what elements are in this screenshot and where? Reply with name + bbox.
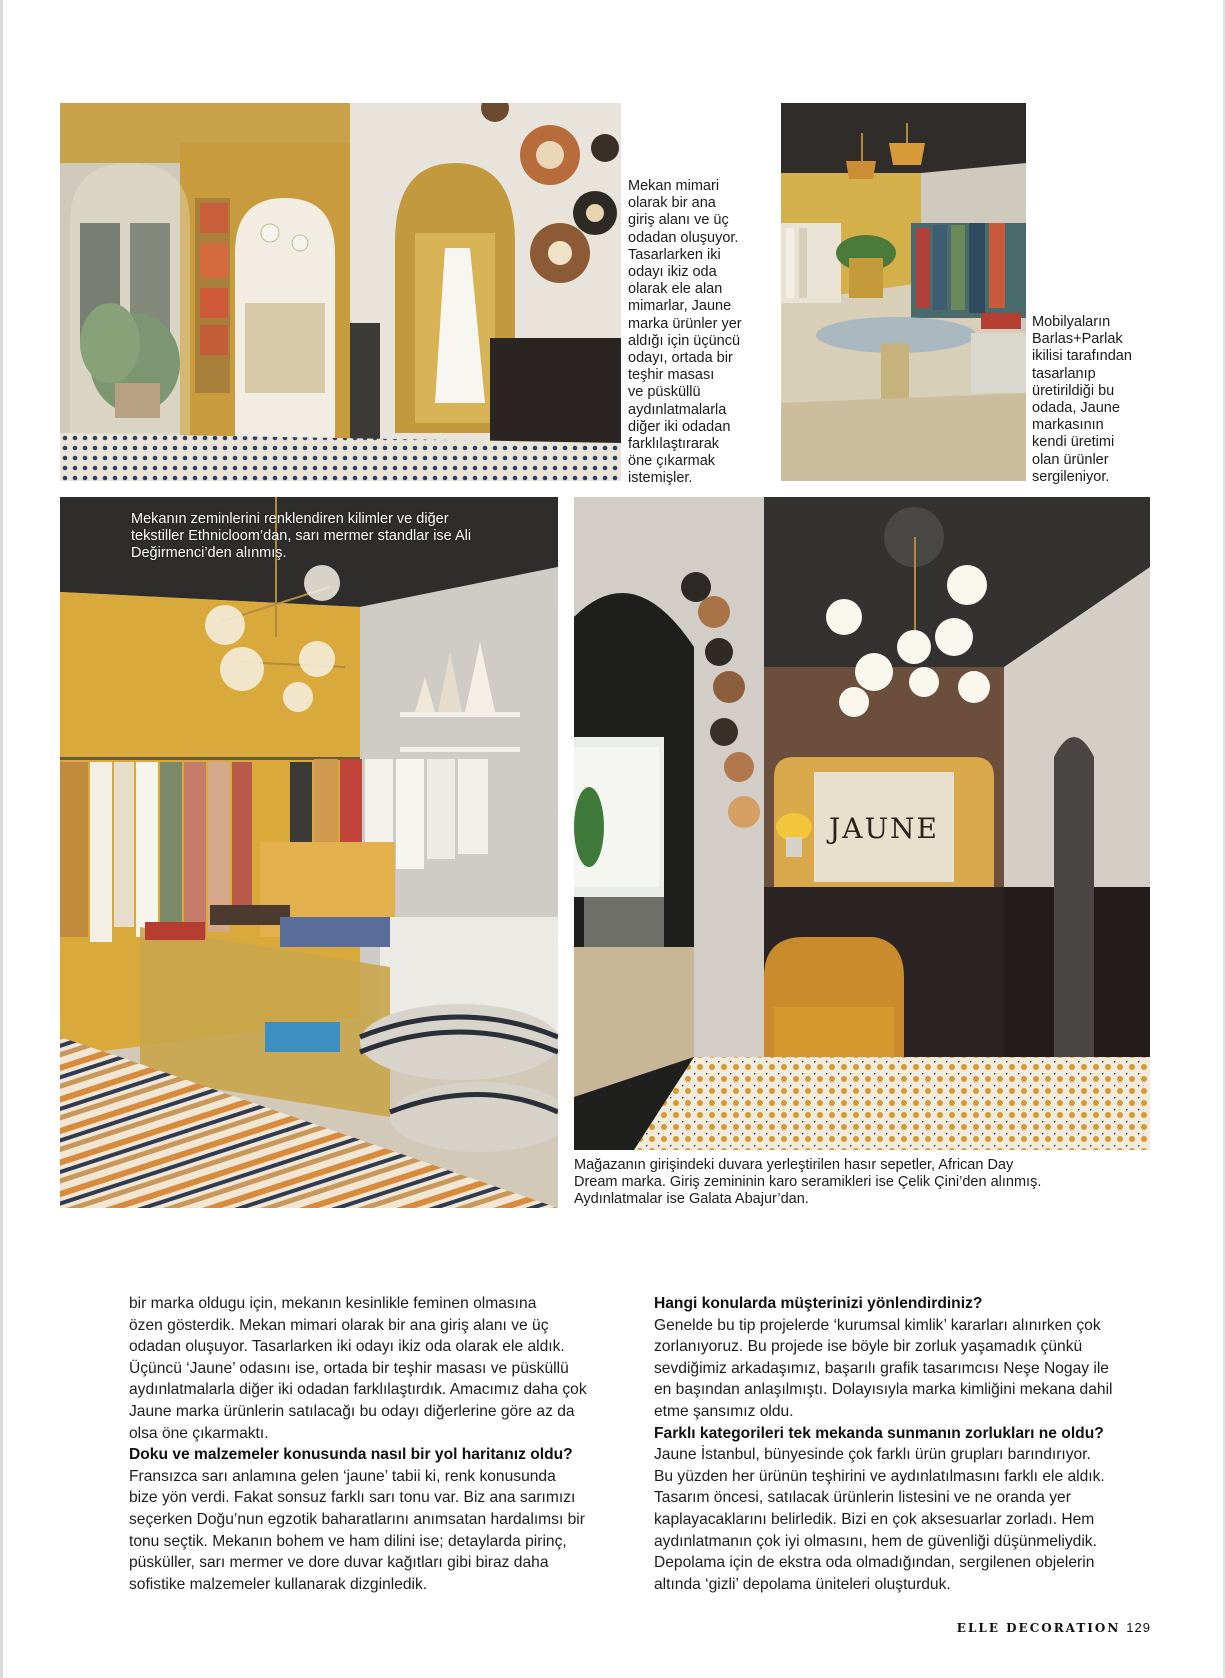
caption-line: Barlas+Parlak <box>1032 331 1123 348</box>
caption-line: Mekanın zeminlerini renklendiren kilimler ve diğer <box>131 511 449 527</box>
text-line: aydınlatmanın çok iyi olmasını, hem de güvenliği düşünmeliydik. <box>654 1532 1097 1550</box>
article-column-right <box>654 1293 1174 1595</box>
text-line: Fransızca sarı anlamına gelen ‘jaune’ tabii ki, renk konusunda <box>129 1467 556 1485</box>
caption-line: farklılaştırarak <box>628 436 720 453</box>
text-line: Bu yüzden her ürünün teşhirini ve aydınlatılmasını farklı ele aldık. <box>654 1467 1105 1485</box>
caption-line: ikilisi tarafından <box>1032 348 1132 365</box>
caption-line: Değirmenci’den alınmış. <box>131 545 287 562</box>
text-line: sevdiğimiz arkadaşımız, başarılı grafik tasarımcısı Neşe Nogay ile <box>654 1359 1109 1377</box>
caption-line: odayı ikiz oda <box>628 264 717 281</box>
caption-line: diğer iki odadan <box>628 418 731 435</box>
photo-jaune-table-room <box>781 103 1026 481</box>
caption-line: Tasarlarken iki <box>628 246 721 263</box>
caption-top-middle <box>628 178 778 488</box>
text-line: Genelde bu tip projelerde ‘kurumsal kimlik’ kararları alınırken çok <box>654 1316 1101 1334</box>
caption-line: öne çıkarmak <box>628 453 716 470</box>
caption-line: Mağazanın girişindeki duvara yerleştirilen hasır sepetler, African Day <box>574 1157 1014 1173</box>
paragraph <box>654 1315 1174 1423</box>
paragraph <box>654 1444 1174 1595</box>
caption-line: Dream marka. Giriş zemininin karo seramikleri ise Çelik Çini’den alınmış. <box>574 1174 1042 1191</box>
subheading: Doku ve malzemeler konusunda nasıl bir yol haritanız oldu? <box>129 1446 573 1464</box>
caption-line: teşhir masası <box>628 367 715 384</box>
text-line: bir marka oldugu için, mekanın kesinlikle feminen olmasına <box>129 1295 537 1312</box>
caption-line: olan ürünler <box>1032 451 1109 468</box>
photo-entrance-jaune-sign <box>574 497 1150 1150</box>
caption-line: Mobilyaların <box>1032 314 1111 330</box>
text-line: özen gösterdik. Mekan mimari olarak bir ana giriş alanı ve üç <box>129 1316 549 1334</box>
article-column-left <box>129 1293 649 1595</box>
caption-line: olarak bir ana <box>628 195 716 212</box>
caption-line: Mekan mimari <box>628 178 720 194</box>
text-line: Tasarım öncesi, satılacak ürünlerin listesini ve ne oranda yer <box>654 1489 1071 1507</box>
text-line: odadan oluşuyor. Tasarlarken iki odayı ikiz oda olarak ele aldık. <box>129 1338 565 1356</box>
caption-line: kendi üretimi <box>1032 434 1115 451</box>
caption-line: giriş alanı ve üç <box>628 212 729 229</box>
text-line: olsa öne çıkarmaktı. <box>129 1424 269 1442</box>
page-footer <box>957 1620 1151 1635</box>
caption-line: aydınlatmalarla <box>628 401 727 418</box>
caption-line: üretirildiği bu <box>1032 382 1115 399</box>
text-line: Jaune marka ürünlerin satılacağı bu odayı diğerlerine göre az da <box>129 1402 575 1420</box>
caption-line: olarak ele alan <box>628 281 723 298</box>
text-line: aydınlatmalarla diğer iki odadan farklılaştırdık. Amacımız daha çok <box>129 1381 587 1399</box>
paragraph <box>129 1466 649 1596</box>
text-line: en başından anlaşılmıştı. Dolayısıyla marka kimliğini mekana dahil <box>654 1381 1113 1399</box>
caption-line: Aydınlatmalar ise Galata Abajur’dan. <box>574 1191 809 1208</box>
caption-line: mimarlar, Jaune <box>628 298 732 315</box>
caption-line: ve püsküllü <box>628 384 701 401</box>
text-line: tonu seçtik. Mekanın bohem ve ham dilini ise; detaylarda pirinç, <box>129 1532 567 1550</box>
caption-line: tasarlanıp <box>1032 365 1096 382</box>
text-line: sofistike malzemeler kullanarak dizginledik. <box>129 1575 428 1593</box>
paragraph <box>129 1293 649 1444</box>
caption-line: odada, Jaune <box>1032 400 1120 417</box>
text-line: Depolama için de ekstra oda olmadığından, sergilenen objelerin <box>654 1554 1095 1572</box>
caption-bottom-right <box>574 1157 1150 1209</box>
text-line: Üçüncü ‘Jaune’ odasını ise, ortada bir teşhir masası ve püsküllü <box>129 1359 569 1377</box>
text-line: zorlanıyoruz. Bu projede ise böyle bir zorluk yaşamadık çünkü <box>654 1338 1083 1356</box>
page-number: 129 <box>1126 1620 1151 1635</box>
text-line: püsküller, sarı mermer ve dore duvar kağıtları gibi biraz daha <box>129 1554 549 1572</box>
text-line: Jaune İstanbul, bünyesinde çok farklı ürün grupları barındırıyor. <box>654 1446 1091 1464</box>
caption-line: markasının <box>1032 417 1104 434</box>
photo-clothing-room <box>60 497 558 1208</box>
photo-arched-rooms <box>60 103 621 481</box>
caption-line: istemişler. <box>628 470 693 487</box>
text-line: etme şansımız oldu. <box>654 1402 794 1420</box>
caption-line: tekstiller Ethnicloom’dan, sarı mermer standlar ise Ali <box>131 528 472 545</box>
subheading: Hangi konularda müşterinizi yönlendirdiniz? <box>654 1295 983 1312</box>
caption-line: aldığı için üçüncü <box>628 332 741 349</box>
subheading: Farklı kategorileri tek mekanda sunmanın zorlukları ne oldu? <box>654 1424 1104 1442</box>
text-line: altında ‘gizli’ depolama üniteleri oluşturduk. <box>654 1575 951 1593</box>
caption-overlay-left <box>131 511 551 563</box>
caption-line: sergileniyor. <box>1032 468 1110 485</box>
magazine-name: ELLE DECORATION <box>956 1621 1121 1635</box>
caption-line: odayı, ortada bir <box>628 350 733 367</box>
jaune-sign-text: JAUNE <box>829 812 939 845</box>
caption-line: marka ürünler yer <box>628 315 742 332</box>
text-line: seçerken Doğu’nun egzotik baharatlarını anımsatan hardalımsı bir <box>129 1510 585 1528</box>
text-line: kaplayacaklarını belirledik. Bizi en çok aksesuarlar zorladı. Hem <box>654 1510 1095 1528</box>
text-line: bize yön verdi. Fakat sonsuz farklı sarı tonu var. Biz ana sarımızı <box>129 1489 576 1507</box>
caption-line: odadan oluşuyor. <box>628 229 739 246</box>
caption-top-right <box>1032 314 1182 486</box>
